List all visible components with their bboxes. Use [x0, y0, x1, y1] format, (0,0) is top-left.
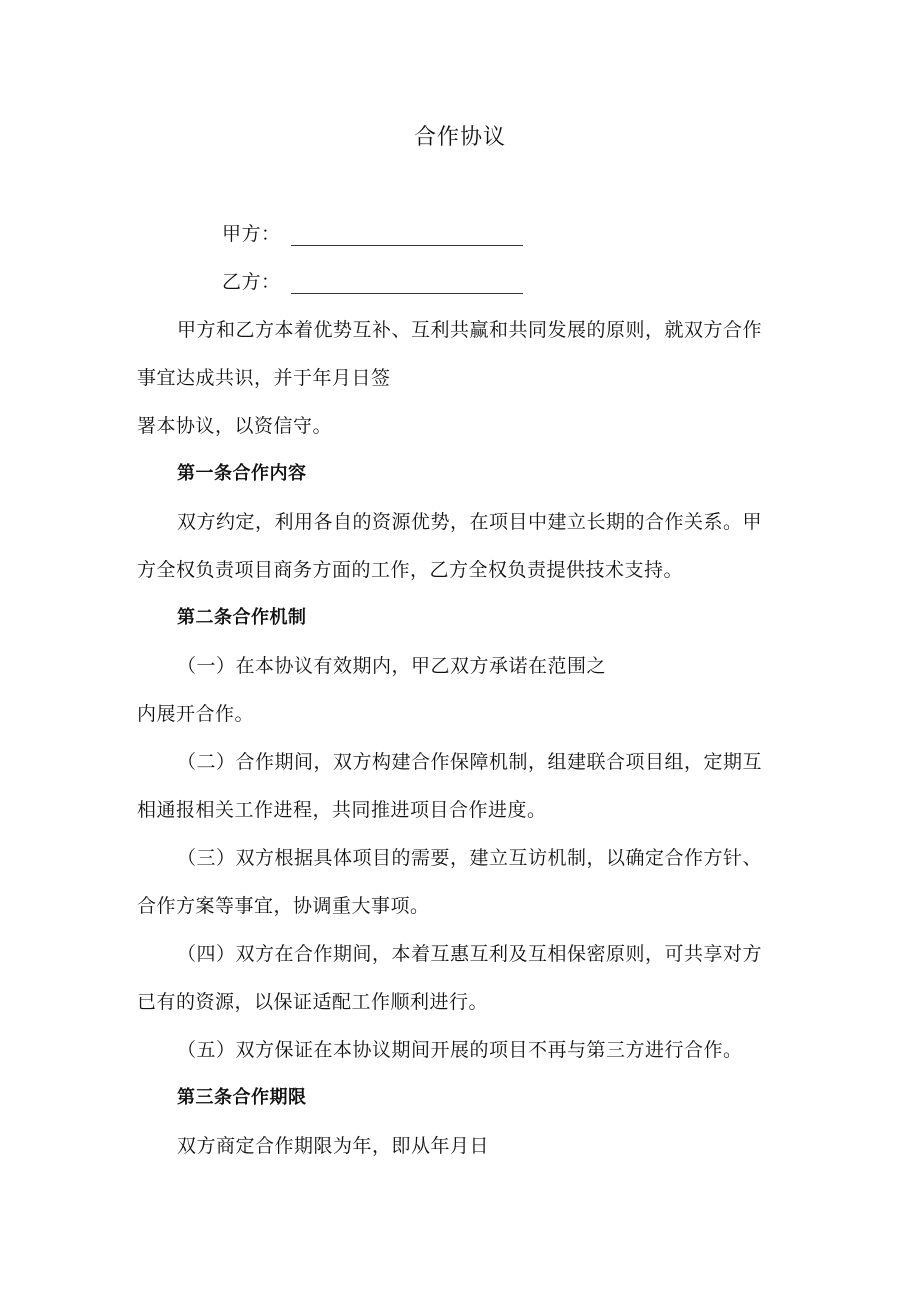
article2-line-4: 相通报相关工作进程，共同推进项目合作进度。 [137, 799, 547, 821]
article3-heading: 第三条合作期限 [177, 1087, 307, 1108]
article1-line-2: 方全权负责项目商务方面的工作，乙方全权负责提供技术支持。 [137, 559, 684, 581]
article1-heading: 第一条合作内容 [177, 463, 307, 484]
article2-line-9: （五）双方保证在本协议期间开展的项目不再与第三方进行合作。 [177, 1039, 743, 1061]
intro-line-2: 事宜达成共识，并于年月日签 [137, 367, 391, 389]
article2-line-6: 合作方案等事宜，协调重大事项。 [137, 895, 430, 917]
party-b-blank [291, 275, 523, 294]
article2-line-3: （二）合作期间，双方构建合作保障机制，组建联合项目组，定期互 [177, 751, 763, 773]
article1-line-1: 双方约定，利用各自的资源优势，在项目中建立长期的合作关系。甲 [177, 511, 763, 533]
party-b-label: 乙方： [222, 271, 281, 293]
party-a-blank [291, 227, 523, 246]
document-title: 合作协议 [413, 125, 506, 150]
party-a-row [222, 222, 523, 246]
party-a-label: 甲方： [222, 223, 281, 245]
article2-line-2: 内展开合作。 [137, 703, 255, 725]
intro-line-1: 甲方和乙方本着优势互补、互利共赢和共同发展的原则，就双方合作 [177, 319, 763, 341]
article2-line-8: 已有的资源，以保证适配工作顺利进行。 [137, 991, 489, 1013]
party-b-row [222, 270, 523, 294]
article2-heading: 第二条合作机制 [177, 607, 307, 628]
intro-line-3: 署本协议，以资信守。 [137, 415, 333, 437]
article2-line-1: （一）在本协议有效期内，甲乙双方承诺在范围之 [177, 655, 607, 677]
article2-line-7: （四）双方在合作期间，本着互惠互利及互相保密原则，可共享对方 [177, 943, 763, 965]
article2-line-5: （三）双方根据具体项目的需要，建立互访机制，以确定合作方针、 [177, 847, 763, 869]
article3-line-1: 双方商定合作期限为年，即从年月日 [177, 1135, 490, 1157]
